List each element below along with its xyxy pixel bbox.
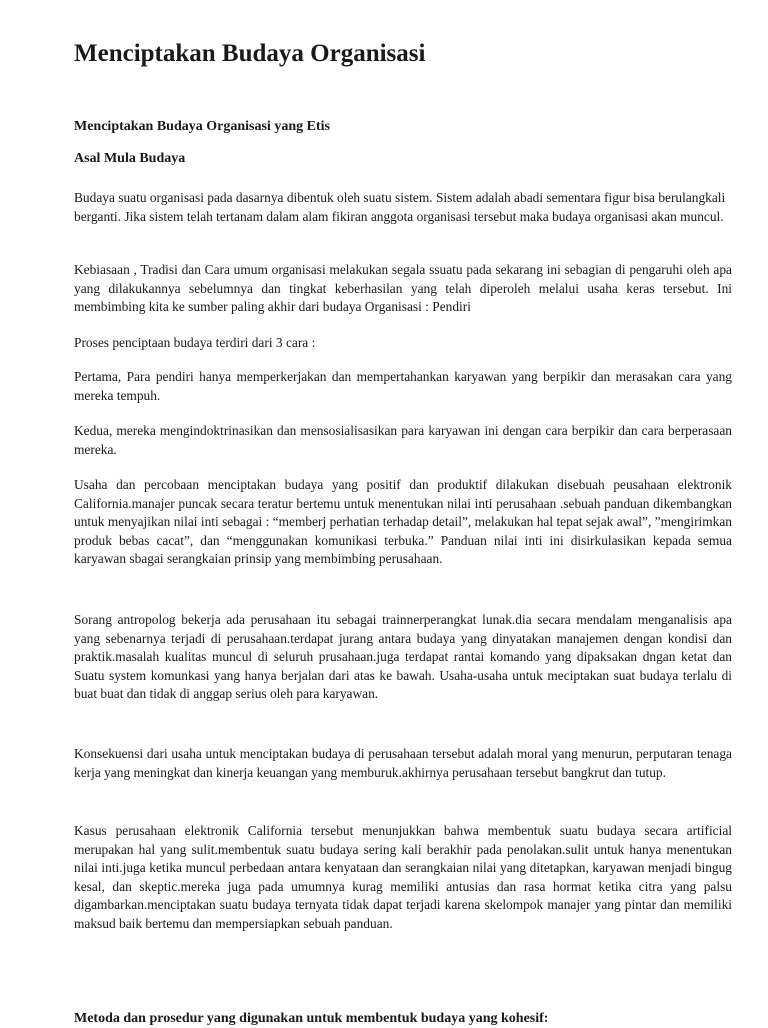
paragraph-1: Budaya suatu organisasi pada dasarnya dibentuk oleh suatu sistem. Sistem adalah abadi sementara figur bisa berulangkali berganti. Jika sistem telah tertanam dalam alam fikiran anggota organisasi tersebut maka budaya organisasi akan muncul.	[74, 190, 726, 224]
paragraph-5: Kedua, mereka mengindoktrinasikan dan mensosialisasikan para karyawan ini dengan cara berpikir dan cara berperasaan mereka.	[74, 423, 732, 457]
section-heading: Asal Mula Budaya	[74, 151, 186, 166]
document-subtitle: Menciptakan Budaya Organisasi yang Etis	[74, 119, 330, 134]
paragraph-9: Kasus perusahaan elektronik California tersebut menunjukkan bahwa membentuk suatu budaya secara artificial merupakan hal yang sulit.membentuk suatu budaya sering kali berakhir pada penolakan.sulit untuk hanya menentukan nilai inti.juga ketika muncul perbedaan antara kenyataan dan serangkaian nilai yang ditetapkan, karyawan menjadi bingug kesal, dan skeptic.mereka juga pada umumnya kurag memiliki antusias dan rasa hormat ketika citra yang palsu digambarkan.menciptakan suatu budaya ternyata tidak dapat terjadi karena skelompok manajer yang pintar dan memiliki maksud baik bertemu dan mempersiapkan sebuah panduan.	[74, 823, 732, 931]
bottom-heading: Metoda dan prosedur yang digunakan untuk membentuk budaya yang kohesif:	[74, 1011, 549, 1026]
paragraph-6: Usaha dan percobaan menciptakan budaya yang positif dan produktif dilakukan disebuah peusahaan elektronik California.manajer puncak secara teratur bertemu untuk menentukan nilai inti perusahaan .sebuah panduan dikembangkan untuk menyajikan nilai inti sebagai : “memberj perhatian terhadap detail”, melakukan hal tepat sejak awal”, ”mengirimkan produk bebas cacat”, dan “menggunakan komunikasi terbuka.” Panduan nilai inti ini disirkulasikan kepada semua karyawan sbagai serangkaian prinsip yang membimbing perusahaan.	[74, 477, 732, 567]
paragraph-2: Kebiasaan , Tradisi dan Cara umum organisasi melakukan segala ssuatu pada sekarang ini sebagian di pengaruhi oleh apa yang dilakukannya sebelumnya dan tingkat keberhasilan yang telah diperoleh melalui usaha keras tersebut. Ini membimbing kita ke sumber paling akhir dari budaya Organisasi : Pendiri	[74, 262, 732, 315]
paragraph-4: Pertama, Para pendiri hanya memperkerjakan dan mempertahankan karyawan yang berpikir dan merasakan cara yang mereka tempuh.	[74, 369, 732, 403]
paragraph-3: Proses penciptaan budaya terdiri dari 3 cara :	[74, 335, 316, 350]
paragraph-8: Konsekuensi dari usaha untuk menciptakan budaya di perusahaan tersebut adalah moral yang menurun, perputaran tenaga kerja yang meningkat dan kinerja keuangan yang memburuk.akhirnya perusahaan tersebut bangkrut dan tutup.	[74, 746, 732, 780]
paragraph-7: Sorang antropolog bekerja ada perusahaan itu sebagai trainnerperangkat lunak.dia secara mendalam menganalisis apa yang sebenarnya terjadi di perusahaan.terdapat jurang antara budaya yang dinyatakan manajemen dengan kondisi dan praktik.masalah kualitas muncul di seluruh prusahaan.juga terdapat rantai komando yang dipaksakan dngan ketat dan Suatu system komunkasi yang hanya berjalan dari atas ke bawah. Usaha-usaha untuk meciptakan suat budaya terlalu di buat buat dan tidak di anggap serius oleh para karyawan.	[74, 612, 732, 702]
document-title: Menciptakan Budaya Organisasi	[74, 40, 426, 67]
